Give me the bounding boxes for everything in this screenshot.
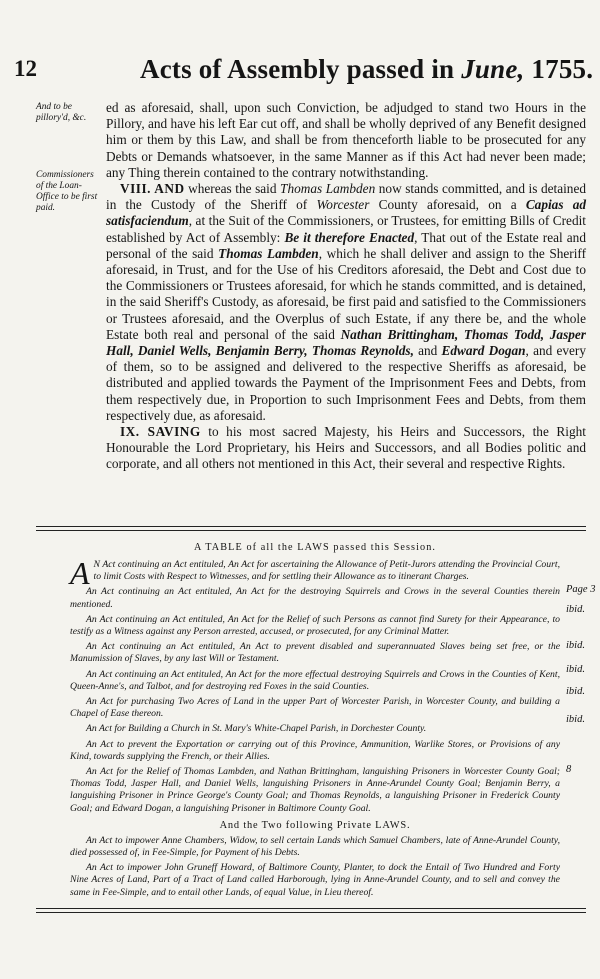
- page-ref: ibid.: [566, 714, 585, 725]
- divider-bottom: [36, 908, 586, 909]
- divider-bottom-thin: [36, 912, 586, 913]
- paragraph-section-ix: IX. SAVING to his most sacred Majesty, his Heirs and Successors, the Right Honourable the Lord Proprietary, his Heirs and Successors, and all Bodies politic and corporate, and all others not mentioned in this Act, their several and respective Rights.: [106, 424, 586, 472]
- name-lambden: Thomas Lambden: [280, 181, 376, 197]
- act-body: [106, 100, 586, 473]
- page-ref: 8: [566, 764, 572, 775]
- law-entry: An Act continuing an Act entituled, An Act for the more effectual destroying Squirrels and Crows in the Counties of Kent, Queen-Anne's, and Talbot, and for destroying red Foxes in the said Counties.: [70, 668, 560, 692]
- margin-note-pillory: And to be pillory'd, &c.: [36, 102, 87, 123]
- private-laws-title: And the Two following Private LAWS.: [219, 819, 411, 831]
- drop-cap: A: [70, 555, 90, 591]
- page-number: 12: [14, 56, 37, 81]
- law-entry: An Act continuing an Act entituled, An Act for the Relief of such Persons as cannot find Surety for their Appearance, to testify as a Witness against any Person arrested, accused, or prosecuted, for any Criminal Matter.: [70, 613, 560, 638]
- names-prisoners: Nathan Brittingham, Thomas Todd, Jasper Hall, Daniel Wells, Benjamin Berry, Thomas Reynolds,: [106, 326, 586, 359]
- margin-note-commissioners: Commissioners of the Loan-Office to be first paid.: [36, 170, 98, 213]
- divider-top: [36, 526, 586, 527]
- page-ref: ibid.: [566, 686, 585, 697]
- law-entry: An Act continuing an Act entituled, An Act for the destroying Squirrels and Crows in the several Counties therein mentioned.: [70, 586, 560, 610]
- section-viii-heading: VIII. AND: [120, 181, 185, 197]
- page-ref: ibid.: [566, 604, 585, 615]
- law-entry: An Act to prevent the Exportation or carrying out of this Province, Ammunition, Warlike Stores, or Provisions of any Kind, towards supplying the French, or their Allies.: [70, 738, 560, 762]
- page-ref: Page 3: [566, 584, 596, 595]
- running-title: [140, 54, 593, 85]
- page-ref: ibid.: [566, 640, 585, 651]
- section-ix-heading: IX. SAVING: [120, 424, 201, 440]
- name-lambden-2: Thomas Lambden: [218, 245, 319, 261]
- county-worcester: Worcester: [316, 197, 370, 213]
- paragraph-section-viii: VIII. AND whereas the said Thomas Lambden now stands committed, and is detained in the Custody of the Sheriff of Worcester County aforesaid, on a Capias ad satisfaciendum, at the Suit of the Commissioners, or Trustees, for emitting Bills of Credit established by Act of Assembly: Be it therefore Enacted, That out of the Estate real and personal of the said Thomas Lambden, which he shall deliver and assign to the Sheriff aforesaid, in Trust, and for the Use of his Creditors aforesaid, the Debt and Cost due to the Commissioners or Trustees aforesaid, for which he stands committed, and is detained, in the said Sheriff's Custody, as aforesaid, be first paid and satisfied to the Commissioners or Trustees aforesaid, and the Overplus of such Estate, if any there be, and the whole Estate both real and personal of the said Nathan Brittingham, Thomas Todd, Jasper Hall, Daniel Wells, Benjamin Berry, Thomas Reynolds, and Edward Dogan, and every of them, so to be assigned and delivered to the respective Sheriffs as aforesaid, be distributed and applied towards the Payment of the Imprisonment Fees and Debts, from them respectively due, in Proportion to such Imprisonment Fees and Debts, from them respectively due, as aforesaid.: [106, 181, 587, 423]
- title-text: Acts of Assembly passed in: [140, 54, 462, 84]
- enacting-clause: Be it therefore Enacted: [284, 229, 415, 245]
- title-year: 1755.: [531, 54, 594, 84]
- page-ref: ibid.: [566, 664, 585, 675]
- private-law-entry: An Act to impower John Gruneff Howard, of Baltimore County, Planter, to dock the Entail of Two Hundred and Forty Nine Acres of Land, Part of a Tract of Land called Harborough, lying in Anne-Arundel County, and to sell and convey the same in Fee-Simple, and to entail other Lands, of equal Value, in Lieu thereof.: [70, 862, 560, 898]
- law-entry: An Act for purchasing Two Acres of Land in the upper Part of Worcester Parish, in Worcester County, and building a Chapel of Ease thereon.: [70, 696, 560, 720]
- table-title: A TABLE of all the LAWS passed this Session.: [193, 542, 437, 553]
- title-month: June,: [461, 54, 525, 84]
- law-entry: A N Act continuing an Act entituled, An Act for ascertaining the Allowance of Petit-Jurors attending the Provincial Court, to limit Costs with Respect to Witnesses, and for settling their Allowance as to itinerant Charges.: [70, 555, 560, 591]
- divider-top-thin: [36, 530, 586, 531]
- law-entry: An Act for Building a Church in St. Mary's White-Chapel Parish, in Dorchester County.: [86, 723, 427, 735]
- name-dogan: Edward Dogan: [441, 343, 526, 359]
- law-entry: An Act continuing an Act entituled, An Act to prevent disabled and superannuated Slaves being set free, or the Manumission of Slaves, by any last Will or Testament.: [70, 641, 560, 665]
- paragraph-continuation: ed as aforesaid, shall, upon such Conviction, be adjudged to stand two Hours in the Pillory, and have his left Ear cut off, and shall be wholly deprived of any Benefit designed him or them by this Law, and shall be from thenceforth liable to be prosecuted for any Debts or Demands whatsoever, in the same Manner as if this Act had never been made; any Thing therein contained to the contrary notwithstanding.: [106, 100, 586, 180]
- writ-capias: Capias ad satisfaciendum: [106, 197, 586, 229]
- law-entry: An Act for the Relief of Thomas Lambden, and Nathan Brittingham, languishing Prisoners in Worcester County Goal; Thomas Todd, Jasper Hall, and Daniel Wells, languishing Prisoners in Anne-Arundel County Goal; Benjamin Berry, a languishing Prisoner in Prince George's County Goal; and Thomas Reynolds, a languishing Prisoner in Frederick County Goal; and Edward Dogan, a languishing Prisoner in Baltimore County Goal.: [70, 766, 560, 814]
- private-law-entry: An Act to impower Anne Chambers, Widow, to sell certain Lands which Samuel Chambers, late of Anne-Arundel County, died possessed of, in Fee-Simple, for Payment of his Debts.: [70, 834, 560, 859]
- running-head: [0, 48, 600, 88]
- table-of-laws: [70, 542, 560, 902]
